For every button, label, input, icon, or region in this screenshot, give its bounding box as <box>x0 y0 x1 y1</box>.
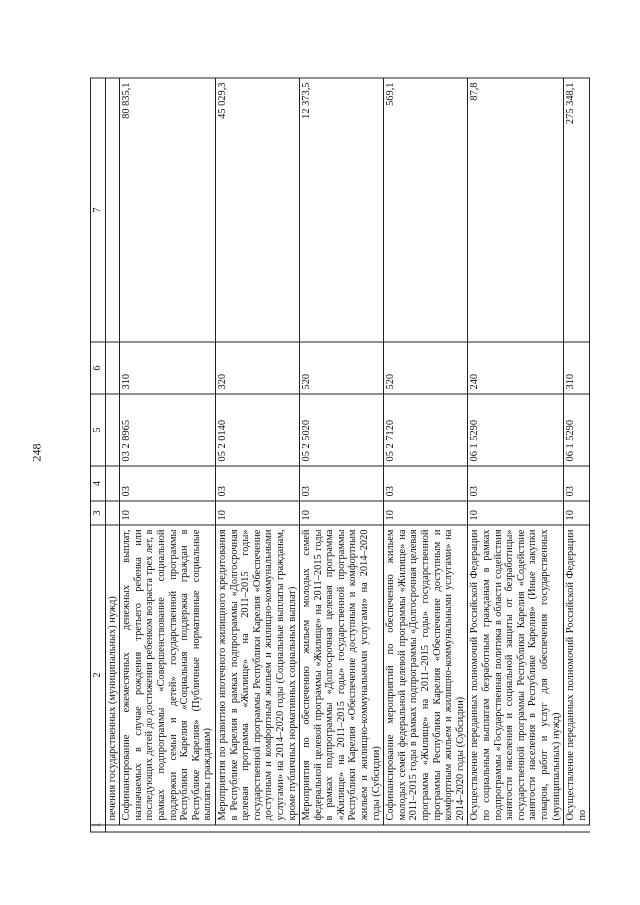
budget-table <box>90 78 590 833</box>
row-description: Осуществление переданных полномочий Российской Федерации по <box>564 525 590 825</box>
table-row <box>300 78 384 832</box>
row-section: 10 <box>384 501 468 525</box>
row-amount: 569,1 <box>384 78 468 342</box>
row-expense-type: 310 <box>564 342 590 394</box>
row-target-article: 03 2 8965 <box>120 394 216 466</box>
row-target-article: 05 2 5020 <box>300 394 384 466</box>
row-amount: 275 348,1 <box>564 78 590 342</box>
table-row <box>105 78 120 832</box>
header-col-5: 5 <box>91 394 106 466</box>
row-description: Софинансирование мероприятий по обеспечению жильем молодых семей федеральной целевой программы «Жилище» на 2011–2015 годы в рамках подпрограммы «Долгосрочная целевая программа «Жилище» на 2011–2015 годы» государственной программы Республики Карелия «Обеспечение доступным и комфортным жильем и жилищно-коммунальными услугами» на 2014–2020 годы (Субсидии) <box>384 525 468 825</box>
row-expense-type: 310 <box>120 342 216 394</box>
table-row <box>564 78 590 832</box>
header-col-1: 1 <box>91 825 106 832</box>
header-col-7: 7 <box>91 78 106 342</box>
row-subsection: 03 <box>120 466 216 501</box>
table-row <box>120 78 216 832</box>
row-amount <box>105 78 120 342</box>
row-expense-type: 320 <box>215 342 299 394</box>
row-subsection: 03 <box>215 466 299 501</box>
row-target-article <box>105 394 120 466</box>
row-subsection: 03 <box>468 466 564 501</box>
page-number: 248 <box>29 443 44 462</box>
row-expense-type: 240 <box>468 342 564 394</box>
row-amount: 45 029,3 <box>215 78 299 342</box>
row-section: 10 <box>468 501 564 525</box>
header-col-6: 6 <box>91 342 106 394</box>
row-section: 10 <box>564 501 590 525</box>
header-col-3: 3 <box>91 501 106 525</box>
row-target-article: 05 2 0140 <box>215 394 299 466</box>
row-section: 10 <box>215 501 299 525</box>
row-target-article: 06 1 5290 <box>468 394 564 466</box>
row-description: Осуществление переданных полномочий Российской Федерации по социальным выплатам безработным гражданам в рамках подпрограммы «Государственная политика в области содействия занятости населения и социальной защиты от безработицы» государственной программы Республики Карелия «Содействие занятости населения в Республике Карелия» (Иные закупки товаров, работ и услуг для обеспечения государственных (муниципальных) нужд) <box>468 525 564 825</box>
header-col-4: 4 <box>91 466 106 501</box>
row-subsection: 03 <box>384 466 468 501</box>
row-subsection: 03 <box>300 466 384 501</box>
row-amount: 12 373,5 <box>300 78 384 342</box>
row-expense-type: 520 <box>300 342 384 394</box>
row-section: 10 <box>300 501 384 525</box>
row-section: 10 <box>120 501 216 525</box>
row-description: Мероприятия по обеспечению жильем молодых семей федеральной целевой программы «Жилище» на 2011–2015 годы в рамках подпрограммы «Долгосрочная целевая программа «Жилище» на 2011–2015 годы» государственной программы Республики Карелия «Обеспечение доступным и комфортным жильем и жилищно-коммунальными услугами» на 2014–2020 годы (Субсидии) <box>300 525 384 825</box>
row-target-article: 06 1 5290 <box>564 394 590 466</box>
row-section <box>105 501 120 525</box>
header-col-2: 2 <box>91 525 106 825</box>
row-subsection <box>105 466 120 501</box>
budget-table-sheet <box>90 78 600 833</box>
row-subsection: 03 <box>564 466 590 501</box>
row-description: Софинансирование ежемесячных денежных выплат, назначаемых в случае рождения третьего ребенка или последующих детей до достижения ребенком возраста трех лет, в рамках подпрограммы «Совершенствование социальной поддержки семьи и детей» государственной программы Республики Карелия «Социальная поддержка граждан в Республике Карелия» (Публичные нормативные социальные выплаты гражданам) <box>120 525 216 825</box>
row-amount: 87,8 <box>468 78 564 342</box>
row-amount: 80 835,1 <box>120 78 216 342</box>
table-row <box>468 78 564 832</box>
row-description: Мероприятия по развитию ипотечного жилищного кредитования в Республике Карелия в рамках подпрограммы «Долгосрочная целевая программа «Жилище» на 2011–2015 годы» государственной программы Республики Карелия «Обеспечение доступным и комфортным жильем и жилищно-коммунальными услугами» на 2014–2020 годы (Социальные выплаты гражданам, кроме публичных нормативных социальных выплат) <box>215 525 299 825</box>
table-row <box>384 78 468 832</box>
row-expense-type: 520 <box>384 342 468 394</box>
table-header-row <box>91 78 106 832</box>
row-description: печения государственных (муниципальных) нужд) <box>105 525 120 825</box>
table-row <box>215 78 299 832</box>
row-expense-type <box>105 342 120 394</box>
row-target-article: 05 2 7120 <box>384 394 468 466</box>
